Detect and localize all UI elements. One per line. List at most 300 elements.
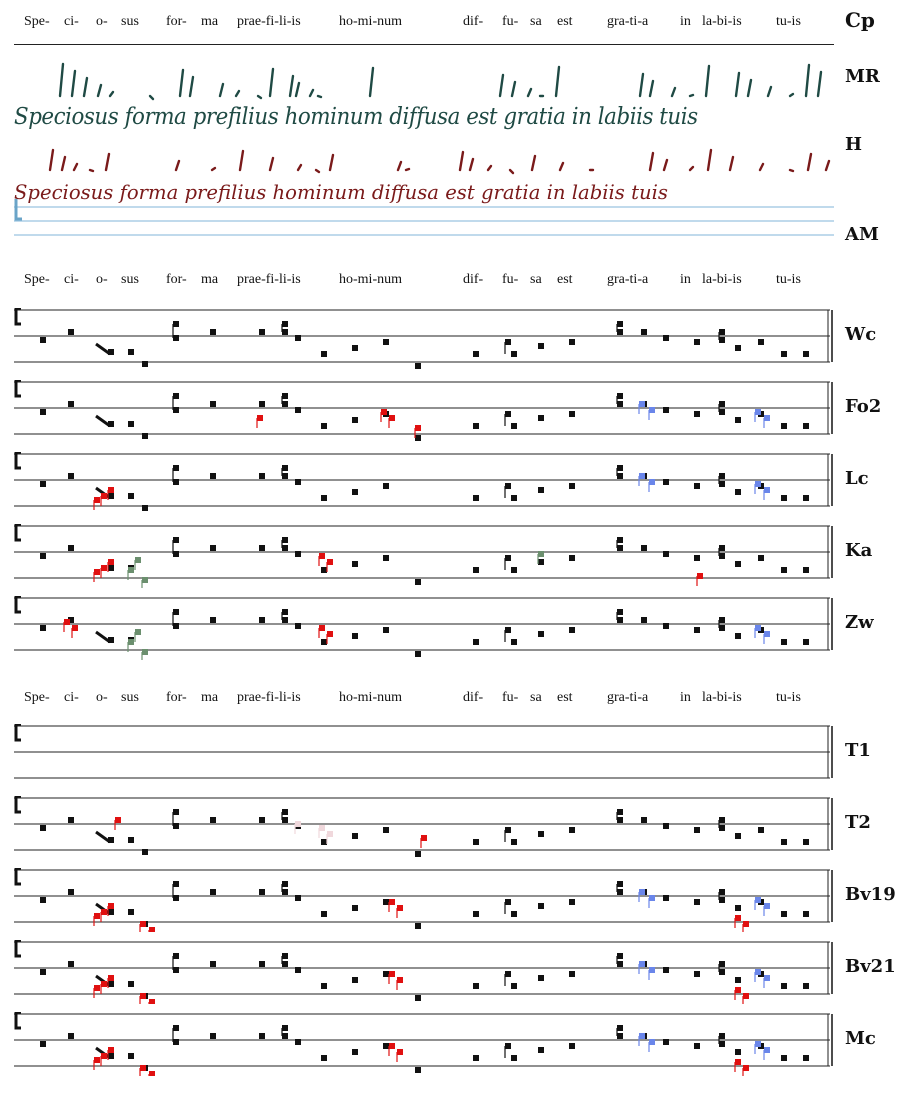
note [505, 827, 511, 833]
variant-note-red [140, 1065, 146, 1071]
note [295, 407, 301, 413]
note [68, 329, 74, 335]
note [282, 889, 288, 895]
note [282, 473, 288, 479]
variant-note-faint [327, 831, 333, 837]
h-neume-mark [270, 158, 273, 170]
note [719, 1033, 725, 1039]
note [383, 971, 389, 977]
middle-syllable: sa [530, 272, 542, 287]
lower-syllable: sa [530, 690, 542, 705]
note [259, 817, 265, 823]
note [803, 983, 809, 989]
top-syllable: fu- [502, 14, 519, 29]
variant-note-blue [649, 1039, 655, 1045]
note [282, 545, 288, 551]
clivis-stroke [96, 632, 110, 642]
note [758, 339, 764, 345]
h-neume-mark [690, 167, 693, 170]
note [68, 1033, 74, 1039]
note [40, 481, 46, 487]
mr-neume-mark [528, 89, 531, 96]
note [511, 983, 517, 989]
note [735, 977, 741, 983]
note [173, 393, 179, 399]
middle-syllable: ma [201, 272, 219, 287]
variant-note-blue [639, 889, 645, 895]
note [617, 321, 623, 327]
mr-neume-mark [672, 88, 675, 96]
top-syllable: for- [166, 14, 187, 29]
variant-note-red [94, 985, 100, 991]
variant-note-red [115, 817, 121, 823]
h-neume-mark [316, 170, 319, 172]
note [173, 479, 179, 485]
note [735, 417, 741, 423]
note [173, 809, 179, 815]
note [282, 1033, 288, 1039]
variant-note-red [108, 487, 114, 493]
note [569, 339, 575, 345]
mr-neume-mark [150, 96, 153, 99]
note [295, 479, 301, 485]
note [803, 911, 809, 917]
variant-note-red [72, 625, 78, 631]
variant-note-blue [764, 631, 770, 637]
note [295, 551, 301, 557]
note [321, 567, 327, 573]
note [617, 953, 623, 959]
note [803, 495, 809, 501]
h-neume-mark [808, 154, 811, 170]
variant-note-blue [764, 487, 770, 493]
middle-syllable: la-bi-is [702, 272, 742, 287]
note [383, 627, 389, 633]
note [210, 1033, 216, 1039]
variant-note-red [415, 425, 421, 431]
note [781, 495, 787, 501]
mr-neume-mark [736, 73, 739, 96]
row-label-cp: Cp [845, 8, 875, 32]
note [128, 981, 134, 987]
note [415, 651, 421, 657]
note [569, 1043, 575, 1049]
variant-note-red [140, 993, 146, 999]
h-neume-mark [240, 151, 243, 170]
note [641, 617, 647, 623]
note [735, 1049, 741, 1055]
variant-note-blue [764, 903, 770, 909]
note [173, 537, 179, 543]
row-label-wc: Wc [845, 324, 877, 345]
middle-syllable: sus [121, 272, 139, 287]
variant-note-red [743, 921, 749, 927]
variant-note-red [149, 927, 155, 932]
note [694, 411, 700, 417]
note [108, 565, 114, 571]
note [128, 837, 134, 843]
lower-syllable: la-bi-is [702, 690, 742, 705]
note [617, 1033, 623, 1039]
variant-note-red [94, 913, 100, 919]
note [415, 923, 421, 929]
variant-note-red [257, 415, 263, 421]
note [282, 393, 288, 399]
note [735, 833, 741, 839]
lower-syllable: ho-mi-num [339, 690, 402, 705]
note [569, 411, 575, 417]
staff-bv21 [0, 940, 840, 1004]
note [538, 1047, 544, 1053]
note [569, 627, 575, 633]
note [617, 465, 623, 471]
note [415, 851, 421, 857]
h-neume-mark [664, 160, 667, 170]
note [505, 627, 511, 633]
variant-note-green [128, 639, 134, 645]
variant-note-red [397, 1049, 403, 1055]
note [694, 827, 700, 833]
lower-syllable: sus [121, 690, 139, 705]
note [282, 465, 288, 471]
note [617, 817, 623, 823]
variant-note-red [108, 559, 114, 565]
note [505, 483, 511, 489]
variant-note-blue [755, 969, 761, 975]
note [511, 495, 517, 501]
note [781, 567, 787, 573]
note [719, 409, 725, 415]
note [617, 961, 623, 967]
variant-note-red [421, 835, 427, 841]
note [473, 839, 479, 845]
note [383, 339, 389, 345]
note [641, 329, 647, 335]
note [68, 961, 74, 967]
h-neume-mark [406, 169, 409, 170]
note [282, 609, 288, 615]
staff-fo2 [0, 380, 840, 444]
note [128, 909, 134, 915]
variant-note-red [140, 921, 146, 927]
note [68, 817, 74, 823]
row-label-ka: Ka [845, 540, 873, 561]
note [569, 555, 575, 561]
h-neume-mark [90, 170, 93, 171]
lower-syllable: for- [166, 690, 187, 705]
note [415, 363, 421, 369]
variant-note-red [389, 971, 395, 977]
variant-note-red [735, 987, 741, 993]
mr-neume-mark [818, 72, 821, 96]
row-label-bv21: Bv21 [845, 956, 896, 977]
row-label-lc: Lc [845, 468, 869, 489]
top-syllable: dif- [463, 14, 484, 29]
variant-note-blue [649, 967, 655, 973]
note [321, 351, 327, 357]
clivis-stroke [96, 344, 110, 354]
note [473, 983, 479, 989]
note [282, 1025, 288, 1031]
note [40, 969, 46, 975]
note [538, 903, 544, 909]
h-neume-mark [760, 164, 763, 170]
note [538, 487, 544, 493]
variant-note-blue [755, 897, 761, 903]
mr-neume-mark [318, 96, 321, 97]
variant-note-red [64, 619, 70, 625]
staff-t1 [0, 724, 840, 788]
note [173, 551, 179, 557]
note [735, 489, 741, 495]
note [719, 625, 725, 631]
note [321, 423, 327, 429]
note [694, 971, 700, 977]
row-label-bv19: Bv19 [845, 884, 896, 905]
note [142, 361, 148, 367]
note [295, 335, 301, 341]
note [282, 961, 288, 967]
note [259, 889, 265, 895]
note [173, 895, 179, 901]
variant-note-red [389, 899, 395, 905]
note [505, 971, 511, 977]
mr-neume-mark [296, 83, 299, 96]
staff-bv19 [0, 868, 840, 932]
variant-note-green [142, 649, 148, 655]
note [781, 423, 787, 429]
note [511, 351, 517, 357]
note [473, 1055, 479, 1061]
note [173, 1025, 179, 1031]
note [383, 899, 389, 905]
note [173, 1039, 179, 1045]
note [719, 817, 725, 823]
variant-note-red [108, 975, 114, 981]
variant-note-red [697, 573, 703, 579]
note [321, 911, 327, 917]
variant-note-red [108, 903, 114, 909]
mr-neume-mark [512, 82, 515, 96]
mr-neume-mark [370, 68, 373, 96]
note [641, 545, 647, 551]
note [505, 339, 511, 345]
variant-note-blue [755, 409, 761, 415]
variant-note-blue [764, 415, 770, 421]
middle-syllable: tu-is [776, 272, 801, 287]
variant-note-green [135, 557, 141, 563]
note [295, 623, 301, 629]
note [259, 617, 265, 623]
note [415, 1067, 421, 1073]
note [663, 823, 669, 829]
mr-neume-mark [180, 70, 183, 96]
note [473, 911, 479, 917]
note [663, 895, 669, 901]
note [781, 1055, 787, 1061]
note [352, 489, 358, 495]
mr-neume-mark [98, 85, 101, 96]
note [538, 831, 544, 837]
variant-note-red [389, 415, 395, 421]
note [173, 407, 179, 413]
variant-note-red [743, 1065, 749, 1071]
variant-note-blue [639, 473, 645, 479]
note [803, 351, 809, 357]
variant-note-red [397, 977, 403, 983]
note [173, 321, 179, 327]
note [617, 889, 623, 895]
mr-neume-mark [650, 81, 653, 96]
note [40, 625, 46, 631]
note [68, 401, 74, 407]
note [282, 401, 288, 407]
middle-syllable: prae-fi-li-is [237, 272, 301, 287]
note [383, 1043, 389, 1049]
note [210, 473, 216, 479]
note [40, 553, 46, 559]
note [210, 401, 216, 407]
mr-neume-mark [556, 67, 559, 96]
variant-note-red [101, 565, 107, 571]
variant-note-faint [295, 821, 301, 827]
top-syllable: ho-mi-num [339, 14, 402, 29]
note [569, 899, 575, 905]
note [68, 545, 74, 551]
mr-neume-mark [790, 94, 793, 96]
lyrics-line-top [0, 14, 840, 34]
variant-note-red [101, 981, 107, 987]
note [719, 1041, 725, 1047]
variant-note-red [94, 1057, 100, 1063]
variant-note-green [135, 629, 141, 635]
h-neume-mark [708, 150, 711, 170]
middle-syllable: in [680, 272, 691, 287]
note [282, 809, 288, 815]
note [142, 849, 148, 855]
variant-note-red [94, 497, 100, 503]
note [617, 1025, 623, 1031]
note [473, 639, 479, 645]
note [282, 537, 288, 543]
note [128, 1053, 134, 1059]
note [259, 961, 265, 967]
top-syllable: ci- [64, 14, 79, 29]
note [128, 421, 134, 427]
note [321, 1055, 327, 1061]
note [352, 417, 358, 423]
note [511, 839, 517, 845]
h-neume-mark [826, 161, 829, 170]
lower-syllable: Spe- [24, 690, 50, 705]
h-neume-mark [510, 170, 513, 173]
mr-neume-mark [806, 65, 809, 96]
note [617, 401, 623, 407]
note [719, 473, 725, 479]
row-label-fo2: Fo2 [845, 396, 882, 417]
note [321, 983, 327, 989]
note [259, 401, 265, 407]
note [282, 321, 288, 327]
mr-neume-mark [310, 90, 313, 96]
variant-note-blue [649, 479, 655, 485]
note [40, 409, 46, 415]
note [505, 411, 511, 417]
note [210, 961, 216, 967]
h-neume-mark [532, 156, 535, 170]
note [173, 623, 179, 629]
note [68, 473, 74, 479]
variant-note-red [101, 1053, 107, 1059]
variant-note-blue [639, 401, 645, 407]
lower-syllable: ma [201, 690, 219, 705]
note [505, 899, 511, 905]
lower-syllable: est [557, 690, 573, 705]
note [295, 967, 301, 973]
variant-note-green [538, 551, 544, 557]
note [694, 627, 700, 633]
note [719, 481, 725, 487]
note [758, 827, 764, 833]
variant-note-red [389, 1043, 395, 1049]
note [719, 825, 725, 831]
note [40, 897, 46, 903]
note [569, 971, 575, 977]
note [295, 895, 301, 901]
variant-note-red [381, 409, 387, 415]
note [735, 561, 741, 567]
mr-neume-mark [290, 76, 293, 96]
note [719, 401, 725, 407]
note [781, 351, 787, 357]
header-rule [14, 44, 834, 45]
note [663, 407, 669, 413]
note [694, 555, 700, 561]
row-label-mc: Mc [845, 1028, 876, 1049]
top-syllable: o- [96, 14, 108, 29]
row-label-h: H [845, 134, 863, 155]
h-neume-mark [176, 161, 179, 170]
h-neume-mark [62, 157, 65, 170]
variant-note-red [319, 553, 325, 559]
note [473, 495, 479, 501]
note [282, 617, 288, 623]
note [282, 817, 288, 823]
note [40, 337, 46, 343]
note [735, 905, 741, 911]
variant-note-green [128, 567, 134, 573]
note [617, 617, 623, 623]
variant-note-blue [764, 1047, 770, 1053]
note [803, 839, 809, 845]
note [781, 911, 787, 917]
note [719, 889, 725, 895]
manuscript-am-text: Speciosus forma prefilius hominum diffusa est gratia in labiis tuis [14, 180, 668, 204]
top-syllable: sa [530, 14, 542, 29]
note [694, 339, 700, 345]
h-neume-mark [212, 168, 215, 170]
note [663, 479, 669, 485]
variant-note-red [94, 569, 100, 575]
note [259, 329, 265, 335]
am-staff [0, 195, 840, 245]
variant-note-red [743, 993, 749, 999]
staff-ka [0, 524, 840, 588]
h-neume-mark [398, 162, 401, 170]
note [663, 967, 669, 973]
note [694, 1043, 700, 1049]
note [282, 881, 288, 887]
